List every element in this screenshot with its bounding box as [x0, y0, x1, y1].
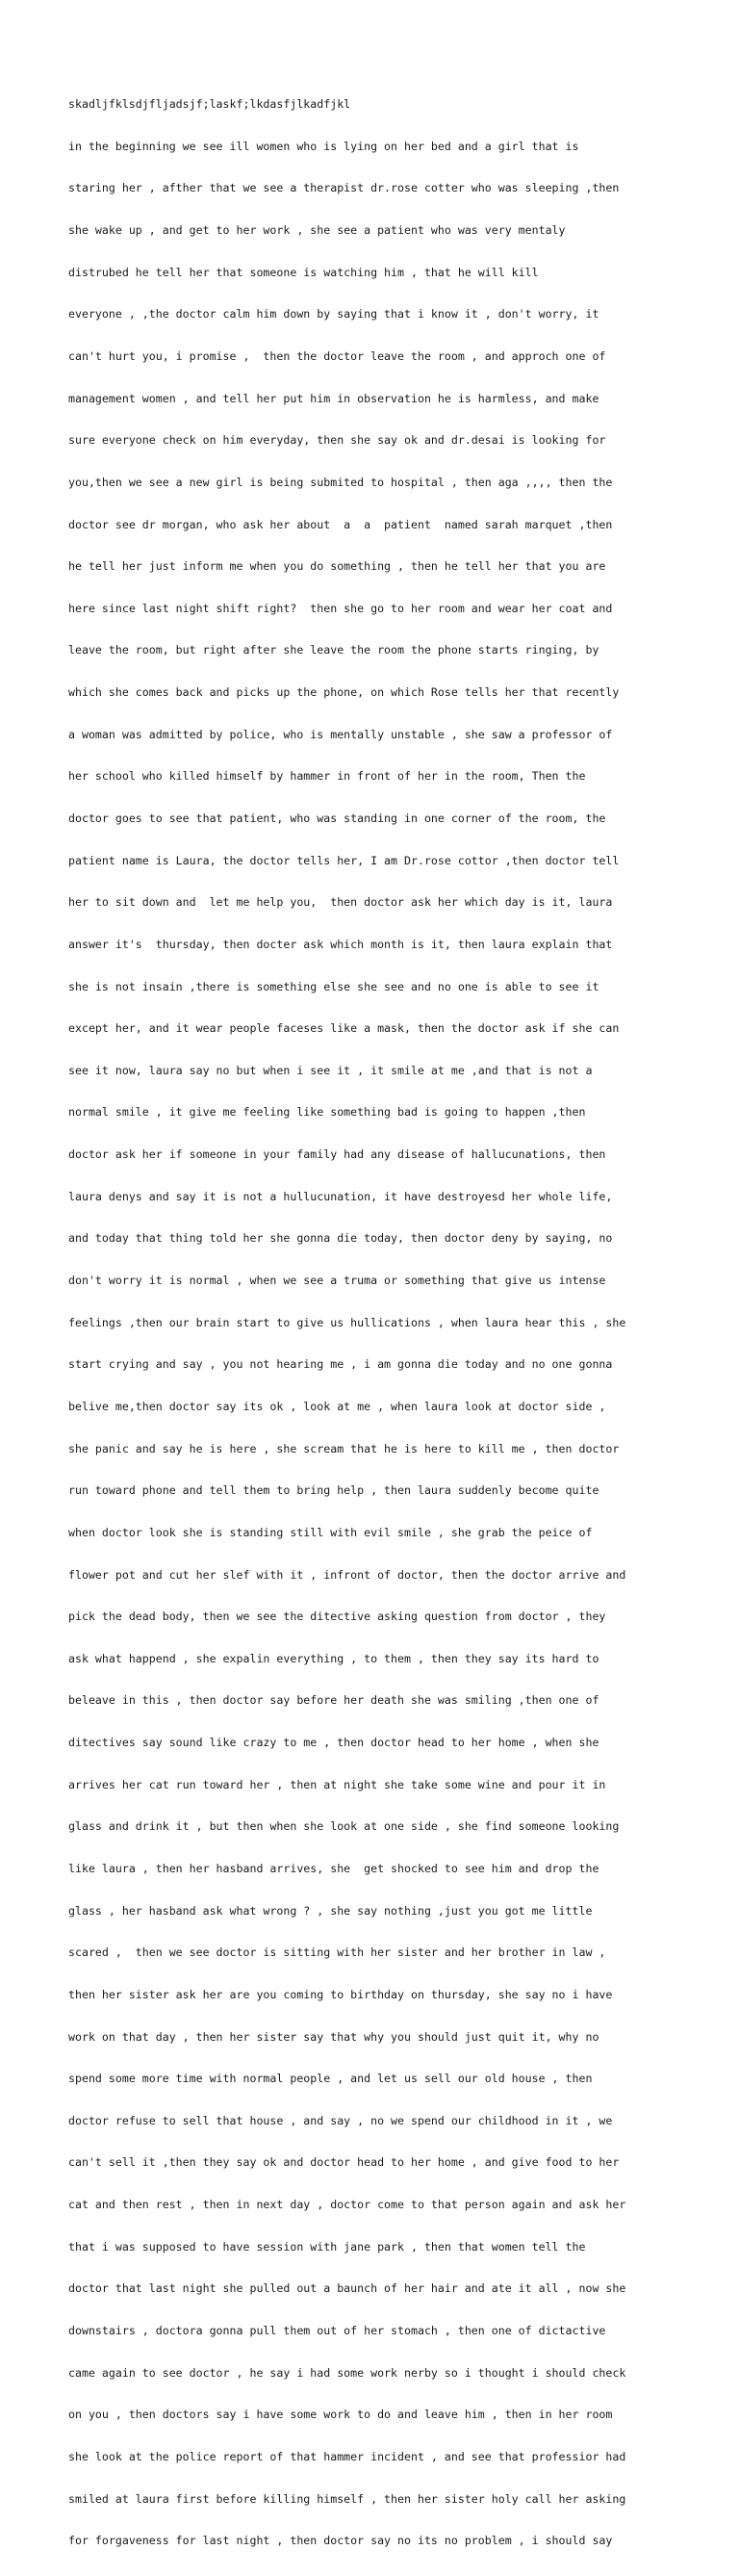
text-line: her school who killed himself by hammer in front of her in the room, Then the [68, 769, 586, 784]
text-line: on you , then doctors say i have some work to do and leave him , then in her room [68, 2408, 613, 2422]
text-line: skadljfklsdjfljadsjf;laskf;lkdasfjlkadfjkl [68, 97, 351, 112]
text-line: doctor refuse to sell that house , and say , no we spend our childhood in it , we [68, 2113, 613, 2127]
text-line: ditectives say sound like crazy to me , then doctor head to her home , when she [68, 1736, 599, 1750]
text-line: patient name is Laura, the doctor tells her, I am Dr.rose cottor ,then doctor tell [68, 853, 620, 867]
text-line: downstairs , doctora gonna pull them out of her stomach , then one of dictactive [68, 2324, 606, 2338]
text-line: feelings ,then our brain start to give us hullications , when laura hear this , she [68, 1315, 626, 1329]
text-line: can't sell it ,then they say ok and doctor head to her home , and give food to her [68, 2155, 620, 2170]
text-line: start crying and say , you not hearing me , i am gonna die today and no one gonna [68, 1357, 613, 1372]
text-line: ask what happend , she expalin everything , to them , then they say its hard to [68, 1651, 599, 1665]
text-line: she panic and say he is here , she scream that he is here to kill me , then doctor [68, 1441, 620, 1455]
document-text [68, 69, 684, 2576]
text-line: except her, and it wear people faceses like a mask, then the doctor ask if she can [68, 1021, 620, 1036]
text-line: you,then we see a new girl is being submited to hospital , then aga ,,,, then the [68, 475, 613, 489]
text-line: and today that thing told her she gonna die today, then doctor deny by saying, no [68, 1231, 613, 1246]
text-line: normal smile , it give me feeling like something bad is going to happen ,then [68, 1105, 586, 1120]
text-line: don't worry it is normal , when we see a truma or something that give us intense [68, 1274, 606, 1288]
text-line: leave the room, but right after she leave the room the phone starts ringing, by [68, 643, 599, 657]
text-line: flower pot and cut her slef with it , infront of doctor, then the doctor arrive and [68, 1567, 626, 1582]
text-line: beleave in this , then doctor say before her death she was smiling ,then one of [68, 1693, 599, 1708]
text-line: she is not insain ,there is something else she see and no one is able to see it [68, 979, 599, 993]
text-line: she look at the police report of that hammer incident , and see that professior had [68, 2449, 626, 2463]
text-line: when doctor look she is standing still with evil smile , she grab the peice of [68, 1525, 593, 1539]
text-line: arrives her cat run toward her , then at night she take some wine and pour it in [68, 1777, 606, 1791]
text-line: came again to see doctor , he say i had some work nerby so i thought i should check [68, 2365, 626, 2380]
text-line: in the beginning we see ill women who is lying on her bed and a girl that is [68, 139, 579, 153]
text-line: doctor ask her if someone in your family had any disease of hallucunations, then [68, 1147, 606, 1162]
text-line: distrubed he tell her that someone is watching him , that he will kill [68, 265, 539, 279]
text-line: which she comes back and picks up the phone, on which Rose tells her that recently [68, 685, 620, 700]
text-line: smiled at laura first before killing himself , then her sister holy call her asking [68, 2491, 626, 2506]
text-line: here since last night shift right? then she go to her room and wear her coat and [68, 601, 613, 615]
text-line: see it now, laura say no but when i see it , it smile at me ,and that is not a [68, 1063, 593, 1077]
text-line: belive me,then doctor say its ok , look at me , when laura look at doctor side , [68, 1399, 606, 1413]
text-line: cat and then rest , then in next day , doctor come to that person again and ask her [68, 2198, 626, 2212]
text-line: glass and drink it , but then when she look at one side , she find someone looking [68, 1819, 620, 1834]
text-line: like laura , then her hasband arrives, she get shocked to see him and drop the [68, 1862, 599, 1875]
text-line: management women , and tell her put him in observation he is harmless, and make [68, 391, 599, 405]
text-line: spend some more time with normal people , and let us sell our old house , then [68, 2072, 593, 2086]
text-line: work on that day , then her sister say that why you should just quit it, why no [68, 2029, 599, 2044]
text-line: for forgaveness for last night , then doctor say no its no problem , i should say [68, 2534, 613, 2548]
text-line: staring her , afther that we see a therapist dr.rose cotter who was sleeping ,then [68, 181, 620, 195]
text-line: sure everyone check on him everyday, then she say ok and dr.desai is looking for [68, 433, 606, 448]
text-line: a woman was admitted by police, who is mentally unstable , she saw a professor of [68, 727, 613, 741]
text-line: her to sit down and let me help you, then doctor ask her which day is it, laura [68, 895, 613, 910]
text-line: scared , then we see doctor is sitting with her sister and her brother in law , [68, 1945, 606, 1960]
text-line: doctor see dr morgan, who ask her about a a patient named sarah marquet ,then [68, 517, 613, 531]
text-line: laura denys and say it is not a hullucunation, it have destroyesd her whole life, [68, 1189, 613, 1203]
text-line: then her sister ask her are you coming to birthday on thursday, she say no i have [68, 1987, 613, 2001]
text-line: glass , her hasband ask what wrong ? , she say nothing ,just you got me little [68, 1903, 593, 1918]
text-line: everyone , ,the doctor calm him down by saying that i know it , don't worry, it [68, 307, 599, 322]
text-line: doctor goes to see that patient, who was standing in one corner of the room, the [68, 811, 606, 825]
text-line: doctor that last night she pulled out a baunch of her hair and ate it all , now she [68, 2281, 626, 2296]
text-line: answer it's thursday, then docter ask which month is it, then laura explain that [68, 937, 613, 951]
text-line: run toward phone and tell them to bring help , then laura suddenly become quite [68, 1483, 599, 1498]
text-line: pick the dead body, then we see the ditective asking question from doctor , they [68, 1610, 606, 1624]
text-line: that i was supposed to have session with jane park , then that women tell the [68, 2239, 586, 2254]
text-line: he tell her just inform me when you do something , then he tell her that you are [68, 559, 606, 574]
text-line: can't hurt you, i promise , then the doctor leave the room , and approch one of [68, 348, 606, 363]
text-line: she wake up , and get to her work , she see a patient who was very mentaly [68, 223, 566, 238]
